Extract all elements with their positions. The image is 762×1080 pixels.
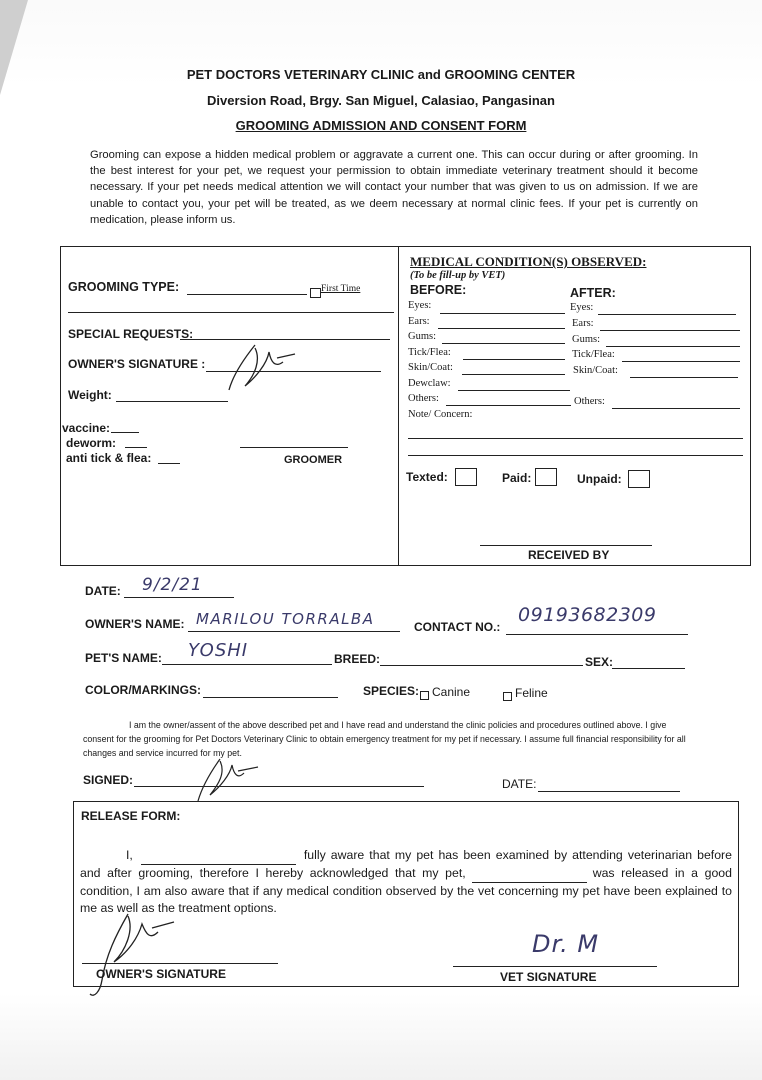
anti-tick-field[interactable] [158,463,180,464]
grooming-type-field[interactable] [187,294,307,295]
release-paragraph [80,847,732,917]
before-eyes-label: Eyes: [408,300,432,311]
breed-label: BREED: [334,652,381,666]
release-pet-blank[interactable] [472,865,587,883]
sex-label: SEX: [585,655,614,669]
grooming-type-label: GROOMING TYPE: [68,280,180,294]
release-owner-sig-field[interactable] [82,963,278,964]
after-gums-field[interactable] [606,346,740,347]
note-line-1[interactable] [408,438,743,439]
release-end: was released in a good condition, I am also aware that if any medical condition observed by the vet concerning my pet have been explained to me as well as the treatment options. [80,866,732,915]
groomer-field[interactable] [240,447,348,448]
before-ears-field[interactable] [438,328,565,329]
species-canine-label: Canine [432,685,471,699]
after-eyes-field[interactable] [598,314,736,315]
before-ears-label: Ears: [408,316,430,327]
contact-field[interactable] [506,634,688,635]
after-tick-field[interactable] [622,361,740,362]
owner-signature-scribble-2 [88,910,178,1005]
after-label: AFTER: [570,286,616,300]
grooming-type-field-2[interactable] [68,312,394,313]
before-skin-field[interactable] [462,374,565,375]
weight-field[interactable] [116,401,228,402]
release-mid: fully aware that my pet has been examined by attending veterinarian before and after grooming, therefore I hereby acknowledged that my pet, [80,848,732,880]
groomer-label: GROOMER [284,454,343,466]
contact-label: CONTACT NO.: [414,620,501,634]
signed-scribble [192,755,262,805]
sex-field[interactable] [612,668,685,669]
after-others-field[interactable] [612,408,740,409]
species-feline-label: Feline [515,686,548,700]
owners-name-value: MARILOU TORRALBA [196,610,375,628]
before-others-field[interactable] [446,405,571,406]
vet-signature-value: Dr. M [532,930,600,958]
release-name-blank[interactable] [141,847,296,865]
date-label: DATE: [85,584,121,598]
species-canine-checkbox[interactable] [420,687,429,705]
release-start: I, [126,848,133,862]
clinic-name: PET DOCTORS VETERINARY CLINIC and GROOMING CENTER [186,67,576,82]
owners-name-field[interactable] [188,631,400,632]
form-title: GROOMING ADMISSION AND CONSENT FORM [235,118,527,133]
medical-subtitle: (To be fill-up by VET) [410,270,506,281]
paid-checkbox[interactable] [535,468,557,486]
after-ears-field[interactable] [600,330,740,331]
color-markings-label: COLOR/MARKINGS: [85,683,201,697]
date-field[interactable] [124,597,234,598]
color-markings-field[interactable] [203,697,338,698]
anti-tick-label: anti tick & flea: [66,451,152,465]
received-by-field[interactable] [480,545,652,546]
after-skin-label: Skin/Coat: [573,365,618,376]
unpaid-label: Unpaid: [577,472,622,486]
before-gums-field[interactable] [442,343,565,344]
species-feline-checkbox[interactable] [503,688,512,706]
date-value: 9/2/21 [142,575,203,595]
deworm-field[interactable] [125,447,147,448]
special-requests-label: SPECIAL REQUESTS: [68,327,194,341]
medical-title: MEDICAL CONDITION(S) OBSERVED: [410,254,647,269]
after-ears-label: Ears: [572,318,594,329]
signed-field[interactable] [134,786,424,787]
contact-value: 09193682309 [518,604,657,626]
owner-signature-scribble-1 [225,340,300,398]
deworm-label: deworm: [66,436,117,450]
before-skin-label: Skin/Coat: [408,362,453,373]
box-divider [398,247,399,565]
after-gums-label: Gums: [572,334,601,345]
release-owner-sig-label: OWNER'S SIGNATURE [96,967,226,981]
after-others-label: Others: [574,396,605,407]
pets-name-field[interactable] [162,664,332,665]
vaccine-field[interactable] [111,432,139,433]
before-eyes-field[interactable] [440,313,565,314]
vet-sig-label: VET SIGNATURE [500,970,597,984]
note-concern-label: Note/ Concern: [408,409,473,420]
owners-name-label: OWNER'S NAME: [85,617,185,631]
received-by-label: RECEIVED BY [528,548,610,562]
consent-date-field[interactable] [538,791,680,792]
unpaid-checkbox[interactable] [628,470,650,488]
before-dewclaw-field[interactable] [458,390,570,391]
before-tick-field[interactable] [463,359,565,360]
vaccine-label: vaccine: [62,421,111,435]
after-eyes-label: Eyes: [570,302,594,313]
pets-name-label: PET'S NAME: [85,651,162,665]
vet-sig-field[interactable] [453,966,657,967]
after-skin-field[interactable] [630,377,738,378]
texted-label: Texted: [406,470,448,484]
owners-signature-label: OWNER'S SIGNATURE : [68,357,206,371]
signed-label: SIGNED: [83,773,134,787]
first-time-label: First Time [321,284,361,294]
before-dewclaw-label: Dewclaw: [408,378,451,389]
before-label: BEFORE: [410,283,467,297]
pets-name-value: YOSHI [188,640,249,661]
intro-paragraph: Grooming can expose a hidden medical problem or aggravate a current one. This can occur during or after grooming. In the best interest for your pet, we request your permission to obtain immediate veterinary treatment should it become necessary. If your pet needs medical attention we will contact your number that was given to us on admission. If we are unable to contact you, your pet will be treated, as we deem necessary at normal clinic fees. If your pet is currently on medication, please inform us. [90,149,698,226]
paid-label: Paid: [502,471,532,485]
consent-date-label: DATE: [502,777,537,791]
species-label: SPECIES: [363,684,420,698]
note-line-2[interactable] [408,455,743,456]
breed-field[interactable] [380,665,583,666]
weight-label: Weight: [68,388,112,402]
before-tick-label: Tick/Flea: [408,347,451,358]
first-time-checkbox[interactable] [310,284,321,302]
consent-text: I am the owner/assent of the above described pet and I have read and understand the clinic policies and procedures outlined above. I give consent for the grooming for Pet Doctors Veterinary Clinic to obtain emergency treatment for my pet if necessary. I assume full financial responsibility for all changes and service incurred for my pet. [83,720,686,758]
release-title: RELEASE FORM: [81,809,181,823]
texted-checkbox[interactable] [455,468,477,486]
clinic-address: Diversion Road, Brgy. San Miguel, Calasiao, Pangasinan [207,93,555,108]
before-others-label: Others: [408,393,439,404]
after-tick-label: Tick/Flea: [572,349,615,360]
before-gums-label: Gums: [408,331,437,342]
admission-box [60,246,751,566]
